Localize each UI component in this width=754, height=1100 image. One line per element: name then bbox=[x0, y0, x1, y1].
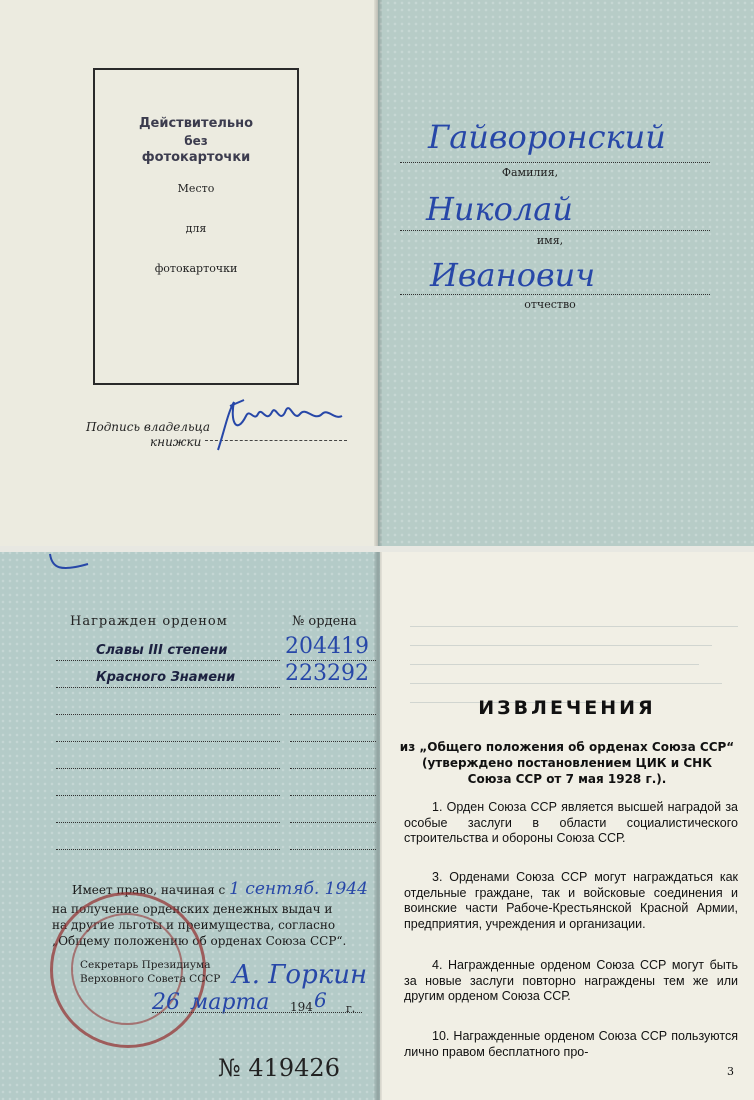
extract-subtitle-3: Союза ССР от 7 мая 1928 г.). bbox=[467, 772, 667, 786]
awarded-header: Награжден орденом bbox=[70, 614, 228, 629]
patronymic-value: Иванович bbox=[430, 256, 596, 294]
rights-date: 1 сентяб. 1944 bbox=[229, 879, 368, 899]
extract-paragraph-4: 4. Награжденные орденом Союза ССР могут быть за новые заслуги повторно награждены тем же или другим орденом Союза ССР. bbox=[404, 958, 738, 1003]
photo-placeholder-line-3: фотокарточки bbox=[154, 262, 238, 275]
award-2-name: Красного Знамени bbox=[96, 670, 236, 685]
first-name-caption: имя, bbox=[536, 234, 564, 247]
issue-month: марта bbox=[190, 990, 270, 1015]
extract-paragraph-1: 1. Орден Союза ССР является высшей наградой за особые заслуги в области социалистического строительства и обороны Союза ССР. bbox=[404, 800, 738, 845]
page-number: 3 bbox=[727, 1065, 734, 1078]
extract-paragraph-3: 3. Орденами Союза ССР могут награждаться как отдельные граждане, так и войсковые соединения и воинские части Рабоче-Крестьянской Красной Армии, предприятия, учреждения и организации. bbox=[404, 870, 738, 931]
issue-date-line bbox=[152, 1012, 362, 1013]
issue-year-prefix: 194 bbox=[290, 1000, 313, 1014]
stamp-line-2: без bbox=[184, 134, 208, 148]
stamp-line-1: Действительно bbox=[138, 116, 254, 131]
issue-year-end: г. bbox=[346, 1002, 356, 1015]
rights-line-4: „Общему положению об орденах Союза ССР“. bbox=[52, 934, 347, 948]
patronymic-caption: отчество bbox=[524, 298, 576, 311]
rights-prefix: Имеет право, начиная с bbox=[72, 883, 226, 897]
owner-signature bbox=[210, 392, 350, 456]
first-name-value: Николай bbox=[426, 190, 573, 228]
issue-day: 26 bbox=[152, 990, 180, 1015]
ink-mark bbox=[46, 552, 92, 576]
award-1-name: Славы III степени bbox=[96, 643, 228, 658]
rights-line-3: на другие льготы и преимущества, согласно bbox=[52, 918, 336, 932]
extract-subtitle-1: из „Общего положения об орденах Союза ССР“ bbox=[399, 740, 735, 754]
photo-placeholder-line-2: для bbox=[185, 222, 207, 235]
rights-line-2: на получение орденских денежных выдач и bbox=[52, 902, 333, 916]
rights-line-1 bbox=[52, 879, 374, 899]
extract-title: ИЗВЛЕЧЕНИЯ bbox=[478, 697, 656, 719]
page-seam bbox=[0, 546, 754, 552]
owner-signature-label: Подпись владельца bbox=[86, 420, 211, 434]
stamp-line-3: фотокарточки bbox=[141, 150, 251, 165]
document-number: № 419426 bbox=[218, 1054, 340, 1082]
bleed-through-text bbox=[410, 612, 738, 703]
first-name-line bbox=[400, 230, 710, 231]
photo-placeholder-line-1: Место bbox=[177, 182, 215, 195]
extract-subtitle-2: (утверждено постановлением ЦИК и СНК bbox=[421, 756, 713, 770]
award-1-number: 204419 bbox=[285, 634, 369, 659]
surname-line bbox=[400, 162, 710, 163]
awards-page bbox=[0, 550, 380, 1100]
award-2-number: 223292 bbox=[285, 661, 369, 686]
surname-value: Гайворонский bbox=[428, 118, 666, 156]
owner-signature-label-2: книжки bbox=[150, 435, 202, 449]
secretary-title-2: Верховного Совета СССР bbox=[80, 973, 221, 985]
photo-frame bbox=[93, 68, 299, 385]
order-number-header: № ордена bbox=[292, 614, 357, 629]
secretary-title-1: Секретарь Президиума bbox=[80, 959, 211, 971]
secretary-signature: А. Горкин bbox=[232, 960, 368, 990]
extract-paragraph-10: 10. Награжденные орденом Союза ССР пользуются лично правом бесплатного про- bbox=[404, 1029, 738, 1059]
patronymic-line bbox=[400, 294, 710, 295]
issue-year-suffix: 6 bbox=[314, 988, 327, 1012]
surname-caption: Фамилия, bbox=[501, 166, 559, 179]
